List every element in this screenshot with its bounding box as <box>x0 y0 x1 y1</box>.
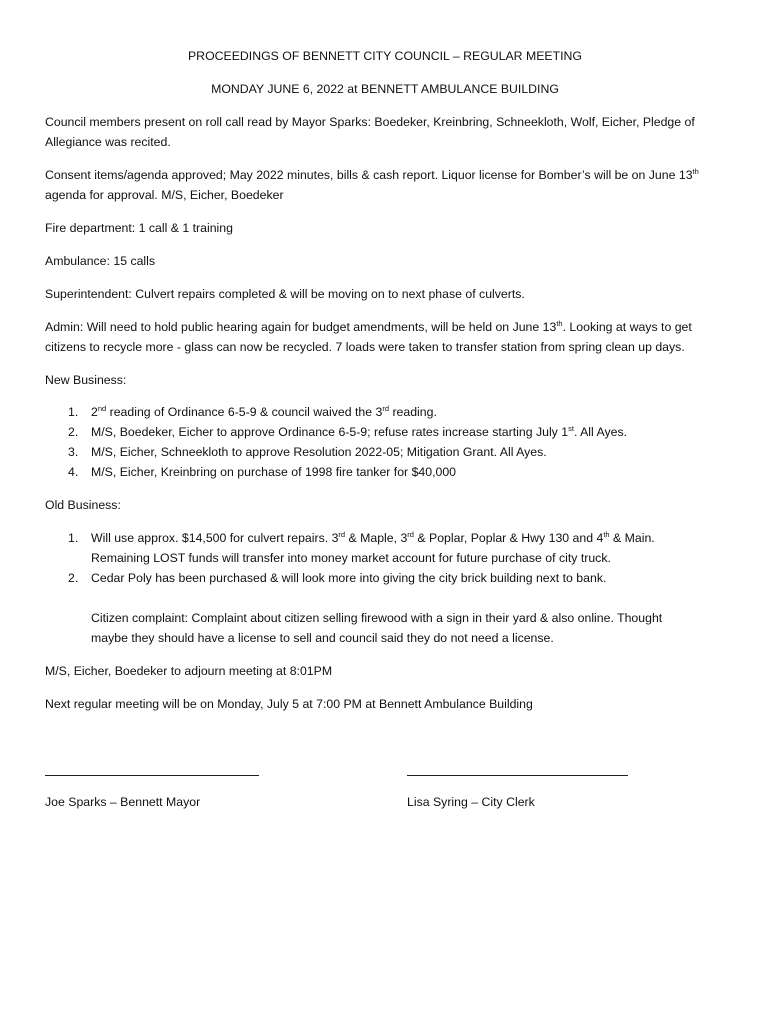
item-text: Will use approx. $14,500 for culvert repairs. 3 <box>91 531 339 545</box>
clerk-signature-label: Lisa Syring – City Clerk <box>407 795 535 809</box>
item-text: & Main. <box>609 531 655 545</box>
item-text: reading. <box>389 405 437 419</box>
admin-text-b: . Looking at ways to get <box>562 320 692 334</box>
old-business-list <box>45 528 735 588</box>
new-business-heading: New Business: <box>45 373 127 387</box>
list-item <box>45 422 735 442</box>
admin-line-1 <box>45 317 735 337</box>
new-business-list <box>45 402 735 482</box>
admin-line-2: citizens to recycle more - glass can now be recycled. 7 loads were taken to transfer station from spring clean up days. <box>45 340 685 354</box>
item-text: reading of Ordinance 6-5-9 & council waived the 3 <box>106 405 383 419</box>
admin-paragraph <box>45 317 735 357</box>
list-number: 2. <box>68 425 79 439</box>
item-text: . All Ayes. <box>573 425 628 439</box>
ordinal-suffix: rd <box>338 529 346 539</box>
list-number: 3. <box>68 445 79 459</box>
ordinal-suffix: st <box>568 423 574 433</box>
roll-call-line-1: Council members present on roll call read by Mayor Sparks: Boedeker, Kreinbring, Schneekloth, Wolf, Eicher, Pledge of <box>45 115 695 129</box>
ordinal-suffix: rd <box>407 529 414 539</box>
list-number: 1. <box>68 531 79 545</box>
ordinal-suffix: rd <box>382 403 390 413</box>
mayor-signature-label: Joe Sparks – Bennett Mayor <box>45 795 201 809</box>
admin-text-a: Admin: Will need to hold public hearing again for budget amendments, will be held on June 13 <box>45 320 557 334</box>
item-text: M/S, Boedeker, Eicher to approve Ordinance 6-5-9; refuse rates increase starting July 1 <box>91 425 569 439</box>
superintendent-line: Superintendent: Culvert repairs completed & will be moving on to next phase of culverts. <box>45 287 525 301</box>
list-item-continuation: Remaining LOST funds will transfer into money market account for future purchase of city truck. <box>91 551 611 565</box>
consent-line-2: agenda for approval. M/S, Eicher, Boedeker <box>45 188 284 202</box>
list-item <box>45 462 735 482</box>
consent-text: Consent items/agenda approved; May 2022 minutes, bills & cash report. Liquor license for Bomber’s will be on June 13 <box>45 168 693 182</box>
clerk-signature-line <box>407 775 628 776</box>
fire-department-line: Fire department: 1 call & 1 training <box>45 221 233 235</box>
adjourn-line: M/S, Eicher, Boedeker to adjourn meeting at 8:01PM <box>45 664 333 678</box>
citizen-complaint-paragraph <box>91 608 731 648</box>
item-text: & Poplar, Poplar & Hwy 130 and 4 <box>413 531 604 545</box>
ordinal-suffix: th <box>603 529 610 539</box>
ordinal-suffix: th <box>692 166 699 176</box>
list-item <box>45 528 735 548</box>
roll-call-line-2: Allegiance was recited. <box>45 135 171 149</box>
old-business-heading: Old Business: <box>45 498 121 512</box>
ordinal-suffix: th <box>556 318 563 328</box>
consent-paragraph <box>45 165 735 205</box>
item-text: & Maple, 3 <box>345 531 408 545</box>
list-number: 1. <box>68 405 79 419</box>
ordinal-suffix: nd <box>97 403 107 413</box>
document-title: PROCEEDINGS OF BENNETT CITY COUNCIL – REGULAR MEETING <box>187 49 583 63</box>
mayor-signature-line <box>45 775 259 776</box>
roll-call-paragraph <box>45 112 735 152</box>
list-item <box>45 402 735 422</box>
item-text: Cedar Poly has been purchased & will look more into giving the city brick building next to bank. <box>91 571 607 585</box>
list-item <box>45 442 735 462</box>
list-number: 2. <box>68 571 79 585</box>
item-text: M/S, Eicher, Schneekloth to approve Resolution 2022-05; Mitigation Grant. All Ayes. <box>91 445 547 459</box>
item-text: 2 <box>91 405 98 419</box>
ambulance-line: Ambulance: 15 calls <box>45 254 156 268</box>
complaint-line-2: maybe they should have a license to sell and council said they do not need a license. <box>91 631 554 645</box>
list-item <box>45 568 735 588</box>
consent-line-1 <box>45 165 735 185</box>
list-number: 4. <box>68 465 79 479</box>
complaint-line-1: Citizen complaint: Complaint about citizen selling firewood with a sign in their yard & also online. Thought <box>91 611 663 625</box>
next-meeting-line: Next regular meeting will be on Monday, July 5 at 7:00 PM at Bennett Ambulance Building <box>45 697 533 711</box>
document-subtitle: MONDAY JUNE 6, 2022 at BENNETT AMBULANCE BUILDING <box>211 82 559 96</box>
item-text: M/S, Eicher, Kreinbring on purchase of 1998 fire tanker for $40,000 <box>91 465 457 479</box>
